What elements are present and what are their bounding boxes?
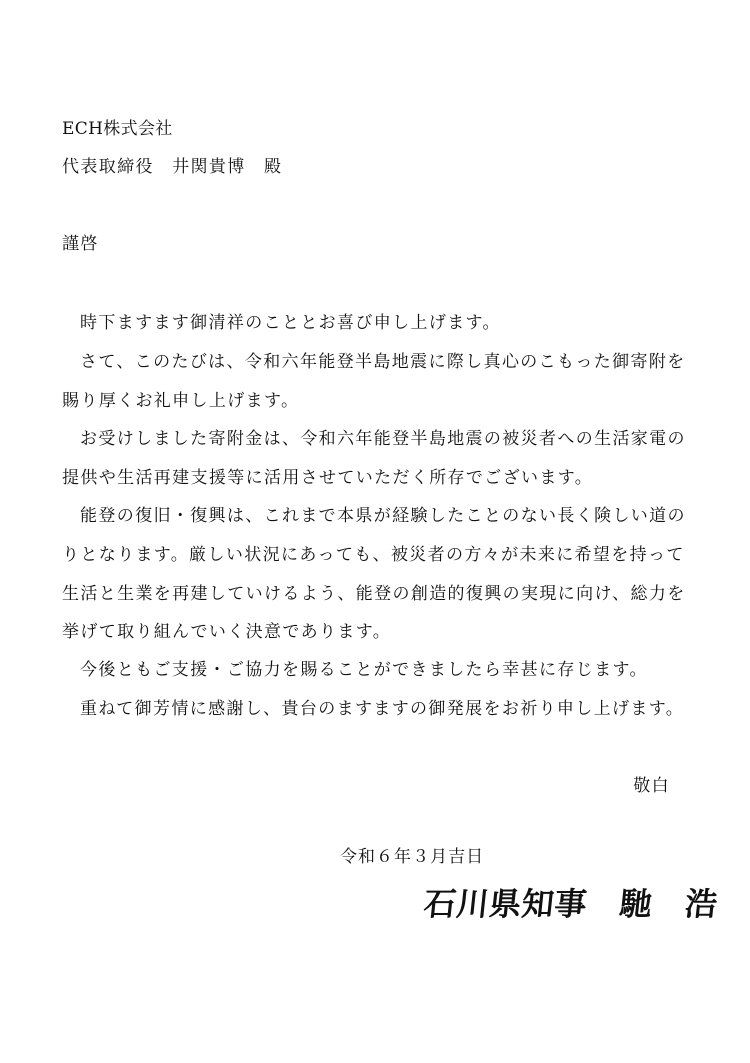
closing: 敬白 [633, 776, 670, 796]
salutation: 謹啓 [62, 234, 99, 254]
body-line: 挙げて取り組んでいく決意であります。 [62, 622, 392, 642]
recipient-name: 代表取締役 井関貴博 殿 [62, 157, 283, 177]
body-line: 生活と生業を再建していけるよう、能登の創造的復興の実現に向け、総力を [62, 584, 686, 604]
body-line: 賜り厚くお礼申し上げます。 [62, 391, 300, 411]
body-line: 時下ますます御清祥のこととお喜び申し上げます。 [80, 313, 501, 333]
body-line: 重ねて御芳情に感謝し、貴台のますますの御発展をお祈り申し上げます。 [80, 699, 685, 719]
letter-date: 令和６年３月吉日 [340, 847, 485, 867]
body-line: 今後ともご支援・ご協力を賜ることができましたら幸甚に存じます。 [80, 660, 648, 680]
body-line: りとなります。厳しい状況にあっても、被災者の方々が未来に希望を持って [62, 545, 685, 565]
body-line: さて、このたびは、令和六年能登半島地震に際し真心のこもった御寄附を [80, 352, 686, 372]
body-line: お受けしました寄附金は、令和六年能登半島地震の被災者への生活家電の [80, 429, 686, 449]
body-line: 提供や生活再建支援等に活用させていただく所存でございます。 [62, 468, 594, 488]
body-line: 能登の復旧・復興は、これまで本県が経験したことのない長く険しい道の [80, 506, 686, 526]
recipient-company: ECH株式会社 [62, 119, 173, 139]
signature: 石川県知事 馳 浩 [422, 885, 720, 923]
